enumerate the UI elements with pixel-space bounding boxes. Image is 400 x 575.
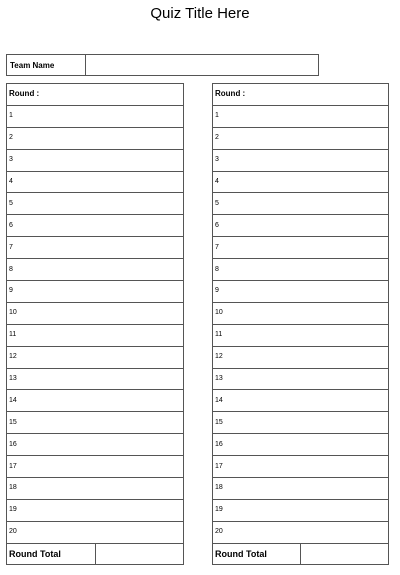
answer-row-number[interactable]: 15 [7,412,184,434]
answer-row-number[interactable]: 19 [213,499,389,521]
answer-row [7,193,184,215]
round-total-label: Round Total [213,543,301,564]
team-name-label: Team Name [7,55,86,76]
answer-row [213,281,389,303]
round-total-value[interactable] [95,543,184,564]
answer-row [7,499,184,521]
team-name-table [6,54,319,76]
answer-row [7,105,184,127]
answer-row-number[interactable]: 20 [213,521,389,543]
answer-row-number[interactable]: 10 [7,302,184,324]
answer-row-number[interactable]: 11 [7,324,184,346]
round-total-label: Round Total [7,543,96,564]
answer-row [213,346,389,368]
answer-row [213,127,389,149]
answer-row [213,368,389,390]
answer-row-number[interactable]: 2 [213,127,389,149]
answer-row [7,434,184,456]
answer-row [213,215,389,237]
answer-row-number[interactable]: 6 [213,215,389,237]
answer-row-number[interactable]: 16 [7,434,184,456]
answer-row [213,302,389,324]
answer-row [7,302,184,324]
answer-row-number[interactable]: 8 [7,259,184,281]
answer-row-number[interactable]: 10 [213,302,389,324]
answer-row [213,149,389,171]
answer-row-number[interactable]: 9 [7,281,184,303]
answer-row [213,105,389,127]
answer-row [7,237,184,259]
answer-row [7,324,184,346]
round-total-row [7,543,184,564]
round-table-right-body [213,84,389,565]
answer-row [213,456,389,478]
answer-row-number[interactable]: 8 [213,259,389,281]
answer-row-number[interactable]: 2 [7,127,184,149]
answer-row-number[interactable]: 3 [7,149,184,171]
answer-row-number[interactable]: 16 [213,434,389,456]
answer-row-number[interactable]: 4 [7,171,184,193]
answer-row-number[interactable]: 19 [7,499,184,521]
round-table-right [212,83,389,565]
answer-row-number[interactable]: 12 [7,346,184,368]
round-header-row [7,84,184,106]
answer-row-number[interactable]: 5 [213,193,389,215]
answer-row-number[interactable]: 7 [7,237,184,259]
answer-row-number[interactable]: 7 [213,237,389,259]
answer-row-number[interactable]: 20 [7,521,184,543]
answer-row-number[interactable]: 14 [7,390,184,412]
answer-row [213,171,389,193]
answer-row [7,215,184,237]
answer-row [7,368,184,390]
round-table-left-body [7,84,184,565]
round-table-left [6,83,184,565]
answer-row [213,324,389,346]
round-header-label[interactable]: Round : [7,84,184,106]
answer-row-number[interactable]: 3 [213,149,389,171]
answer-row [7,346,184,368]
answer-row-number[interactable]: 14 [213,390,389,412]
answer-row [213,499,389,521]
answer-row-number[interactable]: 18 [213,478,389,500]
answer-row [7,478,184,500]
round-header-label[interactable]: Round : [213,84,389,106]
answer-row-number[interactable]: 18 [7,478,184,500]
answer-row [213,434,389,456]
answer-row-number[interactable]: 6 [7,215,184,237]
answer-row [7,149,184,171]
answer-row-number[interactable]: 17 [7,456,184,478]
answer-row [7,521,184,543]
answer-row-number[interactable]: 11 [213,324,389,346]
answer-row [7,281,184,303]
round-total-value[interactable] [301,543,389,564]
answer-row [7,412,184,434]
quiz-title: Quiz Title Here [150,5,250,22]
answer-row-number[interactable]: 4 [213,171,389,193]
answer-row-number[interactable]: 15 [213,412,389,434]
answer-row [213,259,389,281]
answer-row [213,412,389,434]
round-header-row [213,84,389,106]
answer-row [213,521,389,543]
answer-row-number[interactable]: 13 [7,368,184,390]
answer-row-number[interactable]: 9 [213,281,389,303]
answer-row [213,478,389,500]
team-name-field[interactable] [86,55,319,76]
answer-row-number[interactable]: 5 [7,193,184,215]
answer-row [7,390,184,412]
answer-row [7,456,184,478]
answer-row [7,259,184,281]
answer-row [213,193,389,215]
answer-row [7,127,184,149]
answer-row [7,171,184,193]
answer-row-number[interactable]: 1 [213,105,389,127]
round-total-row [213,543,389,564]
answer-row [213,390,389,412]
answer-row-number[interactable]: 1 [7,105,184,127]
answer-row-number[interactable]: 17 [213,456,389,478]
answer-row [213,237,389,259]
answer-row-number[interactable]: 12 [213,346,389,368]
answer-row-number[interactable]: 13 [213,368,389,390]
